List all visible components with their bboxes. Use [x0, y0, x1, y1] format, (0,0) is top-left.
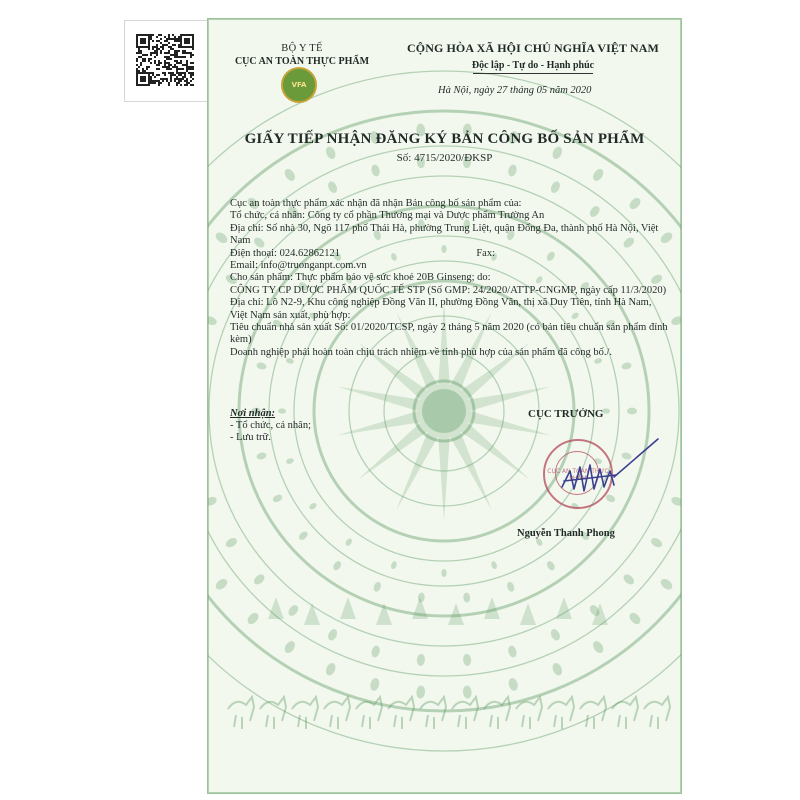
product-text: Cho sản phẩm: Thực phẩm bảo vệ sức khoẻ 20B Ginseng; do:	[230, 272, 491, 284]
national-header	[388, 41, 678, 74]
fax-text: Fax:	[476, 247, 495, 259]
organization-text: Tổ chức, cá nhân: Công ty cổ phần Thương mại và Dược phẩm Trường An	[230, 210, 545, 222]
email-text: Email: info@truonganpt.com.vn	[230, 260, 367, 272]
qr-code-icon	[136, 34, 194, 86]
document-number: Số: 4715/2020/ĐKSP	[396, 152, 493, 164]
manufacturer-address-text: Địa chỉ: Lô N2-9, Khu công nghiệp Đồng Văn II, phường Đồng Văn, thị xã Duy Tiên, tỉnh Hà Nam, Việt Nam sản xuất, phù hợp:	[230, 297, 652, 321]
ministry-name: BỘ Y TẾ	[281, 43, 323, 54]
issuer-header	[212, 43, 392, 67]
certificate-document	[207, 18, 682, 794]
signatory-name: Nguyễn Thanh Phong	[517, 528, 615, 539]
manufacturer-text: CÔNG TY CP DƯỢC PHẨM QUỐC TẾ STP (Số GMP: 24/2020/ATTP-CNGMP, ngày cấp 11/3/2020)	[230, 284, 667, 296]
recipient-item: - Tổ chức, cá nhân;	[230, 420, 312, 431]
logo-text: VFA	[291, 81, 307, 89]
document-body	[230, 198, 670, 359]
qr-code	[124, 20, 208, 102]
motto-underline	[473, 73, 593, 74]
intro-text: Cục an toàn thực phẩm xác nhận đã nhận Bản công bố sản phẩm của:	[230, 198, 522, 209]
address-text: Địa chỉ: Số nhà 30, Ngõ 117 phố Thái Hà, phường Trung Liệt, quận Đống Đa, thành phố Hà Nội, Việt Nam	[230, 222, 659, 247]
phone-text: Điện thoại: 024.62862121	[230, 247, 340, 259]
recipients-block	[230, 408, 311, 444]
recipients-heading: Nơi nhận:	[230, 408, 276, 419]
contact-row	[230, 248, 670, 260]
signature	[554, 437, 664, 517]
republic-name: CỘNG HÒA XÃ HỘI CHỦ NGHĨA VIỆT NAM	[407, 41, 659, 55]
stamp-text: CỤC AN TOÀN THỰC PHẨM	[547, 468, 609, 482]
place-date: Hà Nội, ngày 27 tháng 05 năm 2020	[438, 85, 592, 96]
recipient-item: - Lưu trữ.	[230, 432, 271, 443]
responsibility-text: Doanh nghiệp phải hoàn toàn chịu trách nhiệm về tính phù hợp của sản phẩm đã công bố./.	[230, 346, 612, 358]
top-caption	[330, 0, 470, 4]
signatory-title: CỤC TRƯỞNG	[528, 408, 604, 420]
document-title: GIẤY TIẾP NHẬN ĐĂNG KÝ BẢN CÔNG BỐ SẢN PHẨM	[244, 131, 645, 147]
agency-name: CỤC AN TOÀN THỰC PHẨM	[234, 56, 370, 67]
agency-logo	[281, 67, 317, 103]
national-motto: Độc lập - Tự do - Hạnh phúc	[471, 60, 595, 71]
standard-text: Tiêu chuẩn nhà sản xuất Số: 01/2020/TCSP, ngày 2 tháng 5 năm 2020 (có bản tiêu chuẩn sản phẩm đính kèm)	[230, 322, 668, 346]
